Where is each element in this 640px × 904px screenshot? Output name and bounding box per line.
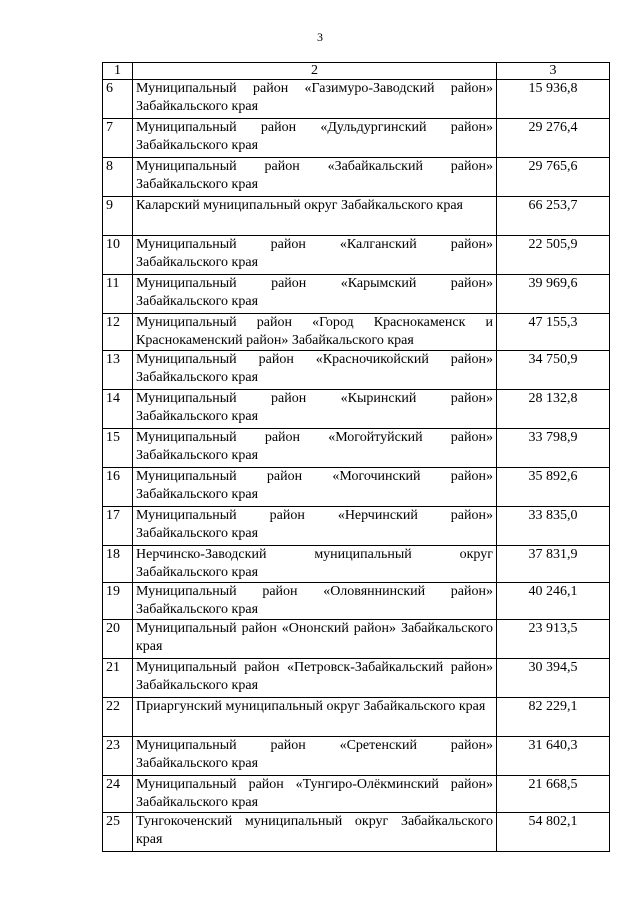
municipality-name: Муниципальный район «Калганский район» Забайкальского края bbox=[133, 236, 497, 275]
amount-value: 33 835,0 bbox=[497, 507, 610, 546]
municipality-name: Муниципальный район «Красночикойский район» Забайкальского края bbox=[133, 351, 497, 390]
table-row bbox=[103, 659, 610, 698]
table-row bbox=[103, 158, 610, 197]
row-number: 10 bbox=[103, 236, 133, 275]
table-body bbox=[103, 80, 610, 852]
amount-value: 66 253,7 bbox=[497, 197, 610, 236]
row-number: 16 bbox=[103, 468, 133, 507]
amount-value: 22 505,9 bbox=[497, 236, 610, 275]
municipality-name: Тунгокоченский муниципальный округ Забайкальского края bbox=[133, 813, 497, 852]
table-row bbox=[103, 583, 610, 620]
municipality-name: Муниципальный район «Оловяннинский район» Забайкальского края bbox=[133, 583, 497, 620]
amount-value: 82 229,1 bbox=[497, 698, 610, 737]
row-number: 9 bbox=[103, 197, 133, 236]
row-number: 23 bbox=[103, 737, 133, 776]
row-number: 20 bbox=[103, 620, 133, 659]
amount-value: 21 668,5 bbox=[497, 776, 610, 813]
header-col-3: 3 bbox=[497, 63, 610, 80]
table-row bbox=[103, 236, 610, 275]
row-number: 14 bbox=[103, 390, 133, 429]
allocation-table bbox=[102, 62, 610, 852]
table-row bbox=[103, 507, 610, 546]
table-row bbox=[103, 314, 610, 351]
amount-value: 37 831,9 bbox=[497, 546, 610, 583]
municipality-name: Муниципальный район «Дульдургинский район» Забайкальского края bbox=[133, 119, 497, 158]
row-number: 7 bbox=[103, 119, 133, 158]
amount-value: 23 913,5 bbox=[497, 620, 610, 659]
amount-value: 34 750,9 bbox=[497, 351, 610, 390]
table-row bbox=[103, 351, 610, 390]
municipality-name: Муниципальный район «Петровск-Забайкальский район» Забайкальского края bbox=[133, 659, 497, 698]
amount-value: 29 276,4 bbox=[497, 119, 610, 158]
municipality-name: Муниципальный район «Газимуро-Заводский район» Забайкальского края bbox=[133, 80, 497, 119]
table-header-row bbox=[103, 63, 610, 80]
row-number: 19 bbox=[103, 583, 133, 620]
table-row bbox=[103, 390, 610, 429]
municipality-name: Муниципальный район «Ононский район» Забайкальского края bbox=[133, 620, 497, 659]
row-number: 13 bbox=[103, 351, 133, 390]
table-row bbox=[103, 197, 610, 236]
municipality-name: Муниципальный район «Нерчинский район» Забайкальского края bbox=[133, 507, 497, 546]
municipality-name: Муниципальный район «Могочинский район» Забайкальского края bbox=[133, 468, 497, 507]
amount-value: 30 394,5 bbox=[497, 659, 610, 698]
table-row bbox=[103, 776, 610, 813]
municipality-name: Муниципальный район «Карымский район» Забайкальского края bbox=[133, 275, 497, 314]
amount-value: 40 246,1 bbox=[497, 583, 610, 620]
row-number: 24 bbox=[103, 776, 133, 813]
table-row bbox=[103, 620, 610, 659]
table-row bbox=[103, 737, 610, 776]
municipality-name: Муниципальный район «Могойтуйский район» Забайкальского края bbox=[133, 429, 497, 468]
header-col-2: 2 bbox=[133, 63, 497, 80]
municipality-name: Муниципальный район «Забайкальский район» Забайкальского края bbox=[133, 158, 497, 197]
municipality-name: Приаргунский муниципальный округ Забайкальского края bbox=[133, 698, 497, 737]
municipality-name: Каларский муниципальный округ Забайкальского края bbox=[133, 197, 497, 236]
municipality-name: Муниципальный район «Город Краснокаменск и Краснокаменский район» Забайкальского края bbox=[133, 314, 497, 351]
table-row bbox=[103, 429, 610, 468]
table-row bbox=[103, 80, 610, 119]
row-number: 15 bbox=[103, 429, 133, 468]
row-number: 8 bbox=[103, 158, 133, 197]
municipality-name: Муниципальный район «Кыринский район» Забайкальского края bbox=[133, 390, 497, 429]
row-number: 18 bbox=[103, 546, 133, 583]
table-row bbox=[103, 119, 610, 158]
row-number: 11 bbox=[103, 275, 133, 314]
amount-value: 15 936,8 bbox=[497, 80, 610, 119]
row-number: 25 bbox=[103, 813, 133, 852]
amount-value: 39 969,6 bbox=[497, 275, 610, 314]
municipality-name: Нерчинско-Заводский муниципальный округ Забайкальского края bbox=[133, 546, 497, 583]
amount-value: 31 640,3 bbox=[497, 737, 610, 776]
table-row bbox=[103, 275, 610, 314]
amount-value: 54 802,1 bbox=[497, 813, 610, 852]
row-number: 21 bbox=[103, 659, 133, 698]
table-row bbox=[103, 813, 610, 852]
row-number: 12 bbox=[103, 314, 133, 351]
municipality-name: Муниципальный район «Сретенский район» Забайкальского края bbox=[133, 737, 497, 776]
table-row bbox=[103, 546, 610, 583]
page-number: 3 bbox=[317, 30, 323, 44]
municipality-name: Муниципальный район «Тунгиро-Олёкминский район» Забайкальского края bbox=[133, 776, 497, 813]
amount-value: 29 765,6 bbox=[497, 158, 610, 197]
row-number: 6 bbox=[103, 80, 133, 119]
amount-value: 33 798,9 bbox=[497, 429, 610, 468]
amount-value: 35 892,6 bbox=[497, 468, 610, 507]
table-row bbox=[103, 698, 610, 737]
header-col-1: 1 bbox=[103, 63, 133, 80]
amount-value: 28 132,8 bbox=[497, 390, 610, 429]
table-row bbox=[103, 468, 610, 507]
amount-value: 47 155,3 bbox=[497, 314, 610, 351]
row-number: 17 bbox=[103, 507, 133, 546]
row-number: 22 bbox=[103, 698, 133, 737]
